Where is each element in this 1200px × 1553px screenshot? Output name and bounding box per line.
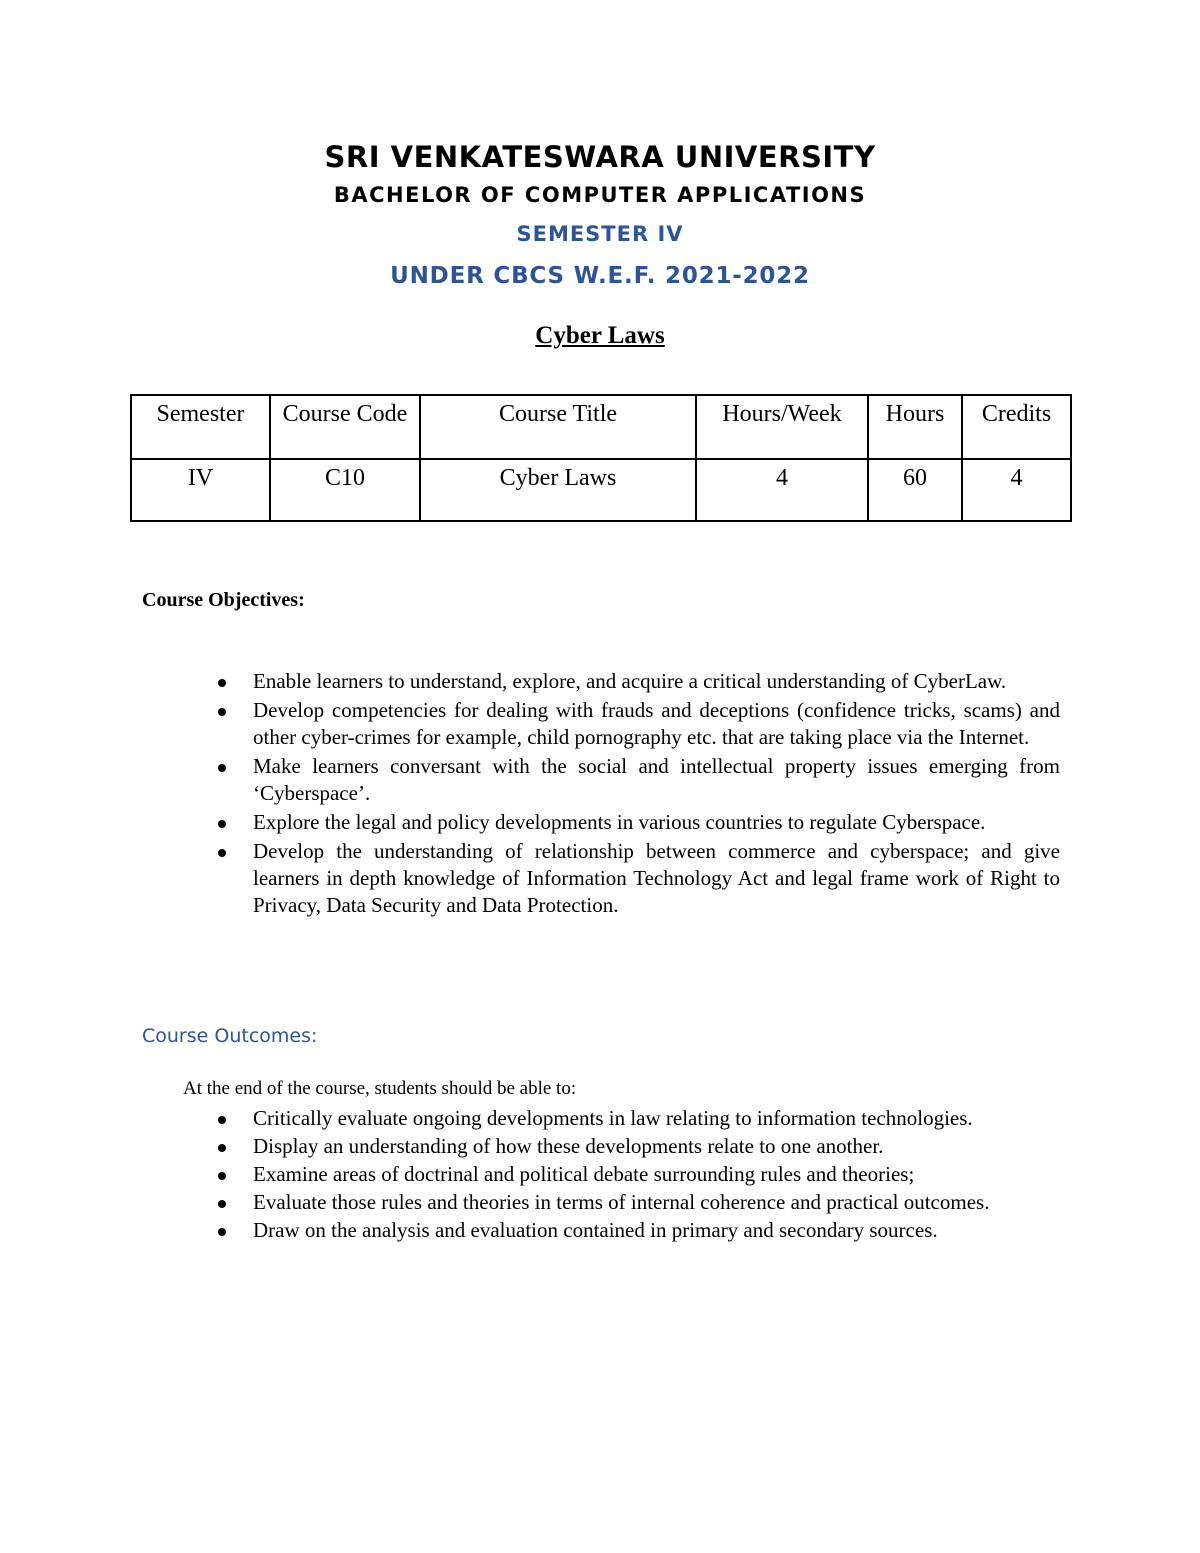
cell-credits: 4 xyxy=(962,459,1071,521)
cell-hours: 60 xyxy=(868,459,962,521)
header-course-code: Course Code xyxy=(270,395,420,459)
bullet-icon xyxy=(218,1228,226,1236)
table-row xyxy=(131,459,1071,521)
programme-title: BACHELOR OF COMPUTER APPLICATIONS xyxy=(333,183,867,207)
objective-text: Enable learners to understand, explore, and acquire a critical understanding of CyberLaw. xyxy=(253,669,1007,693)
bullet-icon xyxy=(218,1116,226,1124)
cell-course-title: Cyber Laws xyxy=(420,459,696,521)
objective-text: Develop competencies for dealing with frauds and deceptions (confidence tricks, scams) and other cyber-crimes for example, child pornography etc. that are taking place via the Internet. xyxy=(253,698,1060,749)
header-semester: Semester xyxy=(131,395,270,459)
course-name-heading: Cyber Laws xyxy=(535,322,665,349)
list-item xyxy=(214,809,1060,836)
bullet-icon xyxy=(218,708,226,716)
header-credits: Credits xyxy=(962,395,1071,459)
list-item xyxy=(214,668,1060,695)
header-hours: Hours xyxy=(868,395,962,459)
cell-hours-week: 4 xyxy=(696,459,868,521)
course-info-table xyxy=(130,394,1072,522)
outcome-text: Draw on the analysis and evaluation contained in primary and secondary sources. xyxy=(253,1218,938,1242)
outcome-text: Examine areas of doctrinal and political debate surrounding rules and theories; xyxy=(253,1162,915,1186)
university-title: SRI VENKATESWARA UNIVERSITY xyxy=(324,140,876,174)
cell-semester: IV xyxy=(131,459,270,521)
bullet-icon xyxy=(218,1144,226,1152)
objective-text: Develop the understanding of relationship between commerce and cyberspace; and give learners in depth knowledge of Information Technology Act and legal frame work of Right to Privacy, Data Security and Data Protection. xyxy=(253,839,1060,917)
objectives-list xyxy=(214,668,1060,921)
list-item xyxy=(214,1189,1060,1216)
list-item xyxy=(214,753,1060,807)
list-item xyxy=(214,1133,1060,1160)
outcomes-list xyxy=(214,1105,1060,1245)
list-item xyxy=(214,1217,1060,1244)
list-item xyxy=(214,697,1060,751)
scheme-title: UNDER CBCS W.E.F. 2021-2022 xyxy=(390,263,810,289)
objective-text: Make learners conversant with the social and intellectual property issues emerging from ‘Cyberspace’. xyxy=(253,754,1060,805)
header-course-title: Course Title xyxy=(420,395,696,459)
bullet-icon xyxy=(218,1172,226,1180)
list-item xyxy=(214,1105,1060,1132)
bullet-icon xyxy=(218,849,226,857)
list-item xyxy=(214,838,1060,919)
semester-title: SEMESTER IV xyxy=(516,222,684,246)
table-header-row xyxy=(131,395,1071,459)
outcome-text: Evaluate those rules and theories in terms of internal coherence and practical outcomes. xyxy=(253,1190,990,1214)
bullet-icon xyxy=(218,1200,226,1208)
bullet-icon xyxy=(218,820,226,828)
outcomes-intro: At the end of the course, students should be able to: xyxy=(183,1078,577,1099)
objective-text: Explore the legal and policy developments in various countries to regulate Cyberspace. xyxy=(253,810,986,834)
cell-course-code: C10 xyxy=(270,459,420,521)
header-hours-week: Hours/Week xyxy=(696,395,868,459)
objectives-heading: Course Objectives: xyxy=(142,589,305,611)
outcomes-heading: Course Outcomes: xyxy=(142,1025,318,1047)
bullet-icon xyxy=(218,679,226,687)
bullet-icon xyxy=(218,764,226,772)
outcome-text: Display an understanding of how these developments relate to one another. xyxy=(253,1134,884,1158)
outcome-text: Critically evaluate ongoing developments in law relating to information technologies. xyxy=(253,1106,973,1130)
list-item xyxy=(214,1161,1060,1188)
